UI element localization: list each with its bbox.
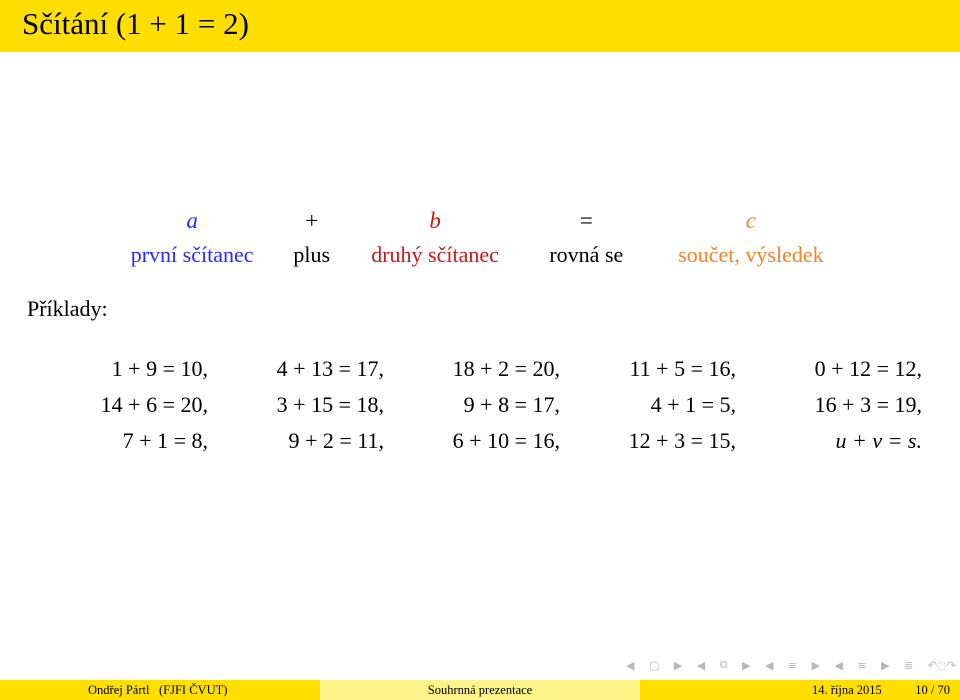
result-name: součet, výsledek: [678, 242, 824, 267]
footer-page-number: 10 / 70: [915, 683, 950, 697]
examples-table: [60, 351, 930, 459]
example-equation: 1 + 9 = 10,: [111, 356, 208, 381]
example-equation: 9 + 2 = 11,: [288, 428, 384, 453]
plus-name: plus: [293, 242, 331, 267]
examples-label: Příklady:: [27, 296, 108, 321]
examples-row: [60, 423, 930, 459]
operation-names-row: [100, 238, 860, 272]
example-equation: 12 + 3 = 15,: [628, 428, 736, 453]
footer-date-box: [640, 680, 960, 700]
operation-table: [100, 204, 860, 272]
footer-author: Ondřej Pártl: [88, 683, 150, 697]
example-equation: 14 + 6 = 20,: [100, 392, 208, 417]
nav-section-icon[interactable]: ≡: [857, 658, 867, 672]
example-equation: 16 + 3 = 19,: [814, 392, 922, 417]
nav-left-icon[interactable]: ◀: [626, 658, 635, 672]
nav-section-icon[interactable]: ≡: [787, 658, 798, 672]
example-equation-general: u + v = s.: [835, 428, 922, 453]
example-equation: 0 + 12 = 12,: [814, 356, 922, 381]
footer-institution: (FJFI ČVUT): [159, 683, 228, 697]
result-symbol: c: [745, 208, 756, 233]
example-equation: 3 + 15 = 18,: [276, 392, 384, 417]
example-equation: 9 + 8 = 17,: [463, 392, 560, 417]
plus-symbol: +: [305, 208, 319, 233]
operation-symbols-row: [100, 204, 860, 238]
equals-symbol: =: [579, 208, 593, 233]
nav-left-icon[interactable]: ◀: [834, 658, 843, 672]
example-equation: 4 + 13 = 17,: [276, 356, 384, 381]
footer-author-box: [0, 680, 320, 700]
nav-right-icon[interactable]: ▶: [673, 658, 683, 672]
nav-search-icon[interactable]: ↶◌↷: [927, 658, 956, 672]
example-equation: 7 + 1 = 8,: [122, 428, 208, 453]
footer-date: 14. října 2015: [812, 683, 882, 697]
examples-row: [60, 387, 930, 423]
nav-left-icon[interactable]: ◀: [764, 658, 774, 672]
nav-align-icon[interactable]: ≣: [904, 658, 914, 672]
title-bar: [0, 0, 960, 52]
example-equation: 11 + 5 = 16,: [629, 356, 736, 381]
nav-right-icon[interactable]: ▶: [881, 658, 890, 672]
slide-title: Sčítání (1 + 1 = 2): [22, 6, 249, 41]
nav-right-icon[interactable]: ▶: [811, 658, 821, 672]
example-equation: 18 + 2 = 20,: [452, 356, 560, 381]
example-equation: 6 + 10 = 16,: [452, 428, 560, 453]
nav-frame-icon[interactable]: ▢: [648, 658, 660, 672]
examples-row: [60, 351, 930, 387]
second-addend-symbol: b: [429, 208, 441, 233]
first-addend-name: první sčítanec: [130, 242, 254, 267]
second-addend-name: druhý sčítanec: [371, 242, 499, 267]
equals-name: rovná se: [549, 242, 624, 267]
example-equation: 4 + 1 = 5,: [650, 392, 736, 417]
footer-presentation-title: Souhrnná prezentace: [320, 680, 640, 700]
first-addend-symbol: a: [186, 208, 198, 233]
nav-subsection-icon[interactable]: ⧉: [719, 658, 728, 671]
nav-left-icon[interactable]: ◀: [696, 658, 706, 672]
nav-right-icon[interactable]: ▶: [742, 658, 751, 672]
beamer-navigation-bar: [626, 657, 956, 673]
slide-footer: [0, 680, 960, 700]
